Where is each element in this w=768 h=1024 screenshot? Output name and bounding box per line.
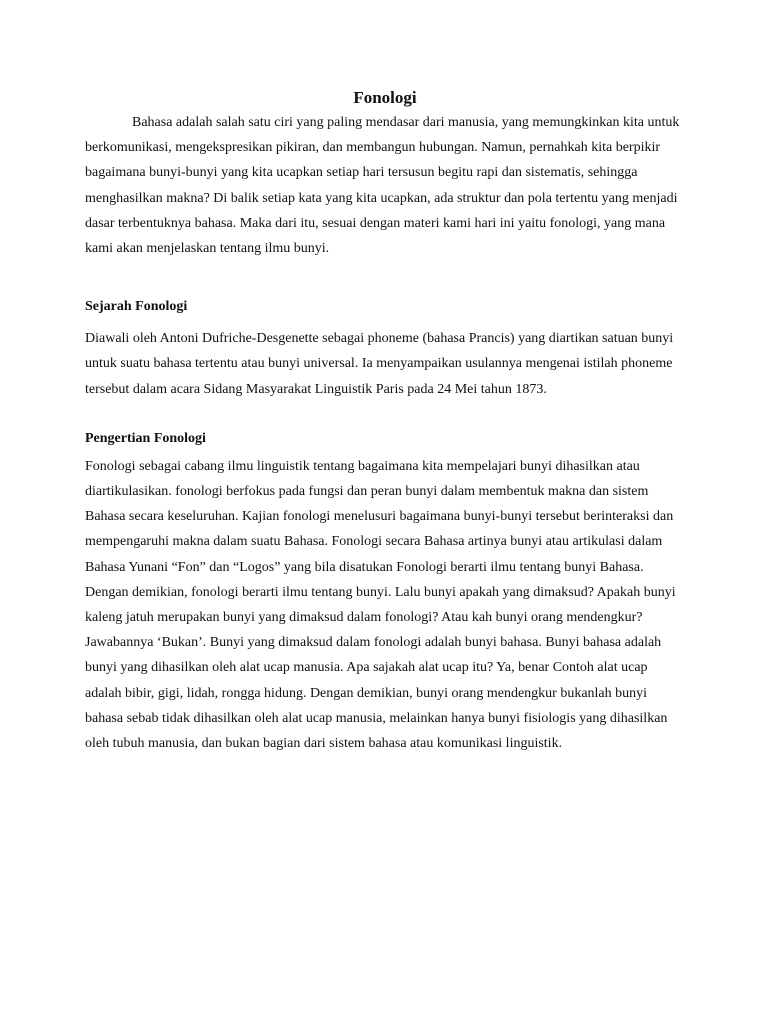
spacer [85, 402, 685, 426]
document-title: Fonologi [353, 88, 417, 107]
section-heading-sejarah: Sejarah Fonologi [85, 299, 188, 315]
section-body-pengertian: Fonologi sebagai cabang ilmu linguistik tentang bagaimana kita mempelajari bunyi dihasilkan atau diartikulasikan. fonologi berfokus pada fungsi dan peran bunyi dalam membentuk makna dan sistem Bahasa secara keseluruhan. Kajian fonologi menelusuri bagaimana bunyi-bunyi tersebut berinteraksi dan mempengaruhi makna dalam suatu Bahasa. Fonologi secara Bahasa artinya bunyi atau artikulasi dalam Bahasa Yunani “Fon” dan “Logos” yang bila disatukan Fonologi berarti ilmu tentang bunyi Bahasa. Dengan demikian, fonologi berarti ilmu tentang bunyi. Lalu bunyi apakah yang dimaksud? Apakah bunyi kaleng jatuh merupakan bunyi yang dimaksud dalam fonologi? Atau kah bunyi orang mendengkur? Jawabannya ‘Bukan’. Bunyi yang dimaksud dalam fonologi adalah bunyi bahasa. Bunyi bahasa adalah bunyi yang dihasilkan oleh alat ucap manusia. Apa sajakah alat ucap itu? Ya, benar Contoh alat ucap adalah bibir, gigi, lidah, rongga hidung. Dengan demikian, bunyi orang mendengkur bukanlah bunyi bahasa sebab tidak dihasilkan oleh alat ucap manusia, melainkan hanya bunyi fisiologis yang dihasilkan oleh tubuh manusia, dan bukan bagian dari sistem bahasa atau komunikasi linguistik. [85, 458, 676, 752]
spacer [85, 261, 685, 294]
section-heading-pengertian: Pengertian Fonologi [85, 430, 206, 446]
section-body-sejarah: Diawali oleh Antoni Dufriche-Desgenette sebagai phoneme (bahasa Prancis) yang diartikan satuan bunyi untuk suatu bahasa tertentu atau bunyi universal. Ia menyampaikan usulannya mengenai istilah phoneme tersebut dalam acara Sidang Masyarakat Linguistik Paris pada 24 Mei tahun 1873. [85, 331, 674, 397]
document-content [85, 86, 685, 756]
spacer [85, 319, 685, 326]
intro-paragraph: Bahasa adalah salah satu ciri yang paling mendasar dari manusia, yang memungkinkan kita untuk berkomunikasi, mengekspresikan pikiran, dan membangun hubungan. Namun, pernahkah kita berpikir bagaimana bunyi-bunyi yang kita ucapkan setiap hari tersusun begitu rapi dan sistematis, sehingga menghasilkan makna? Di balik setiap kata yang kita ucapkan, ada struktur dan pola tertentu yang menjadi dasar terbentuknya bahasa. Maka dari itu, sesuai dengan materi kami hari ini yaitu fonologi, yang mana kami akan menjelaskan tentang ilmu bunyi. [85, 115, 680, 257]
